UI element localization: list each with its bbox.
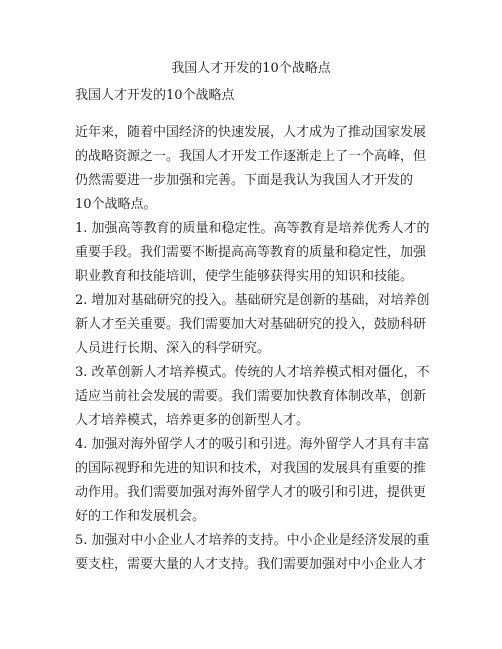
paragraph-point-4 — [75, 433, 431, 529]
paragraph-point-1 — [75, 217, 431, 289]
paragraph-line: 2. 增加对基础研究的投入。基础研究是创新的基础，对培养创 — [75, 293, 430, 308]
document-subtitle: 我国人才开发的10个战略点 — [75, 88, 235, 103]
paragraph-line: 仍然需要进一步加强和完善。下面是我认为我国人才开发的 — [75, 173, 414, 188]
paragraph-point-5 — [75, 529, 431, 577]
paragraph-line: 4. 加强对海外留学人才的吸引和引进。海外留学人才具有丰富 — [75, 437, 430, 452]
paragraph-line: 要支柱，需要大量的人才支持。我们需要加强对中小企业人才 — [75, 557, 427, 572]
paragraph-line: 近年来，随着中国经济的快速发展，人才成为了推动国家发展 — [75, 125, 427, 140]
paragraph-line: 重要手段。我们需要不断提高高等教育的质量和稳定性，加强 — [75, 245, 427, 260]
paragraph-line: 新人才至关重要。我们需要加大对基础研究的投入，鼓励科研 — [75, 317, 427, 332]
paragraph-line: 人员进行长期、深入的科学研究。 — [75, 341, 271, 356]
paragraph-line: 职业教育和技能培训，使学生能够获得实用的知识和技能。 — [75, 269, 414, 284]
document-title: 我国人才开发的10个战略点 — [171, 61, 331, 76]
paragraph-line: 动作用。我们需要加强对海外留学人才的吸引和引进，提供更 — [75, 485, 427, 500]
paragraph-point-2 — [75, 289, 431, 361]
paragraph-point-3 — [75, 361, 431, 433]
paragraph-line: 5. 加强对中小企业人才培养的支持。中小企业是经济发展的重 — [75, 533, 430, 548]
paragraph-line: 的国际视野和先进的知识和技术，对我国的发展具有重要的推 — [75, 461, 427, 476]
paragraph-line: 适应当前社会发展的需要。我们需要加快教育体制改革，创新 — [75, 389, 427, 404]
paragraph-intro — [75, 121, 431, 217]
paragraph-line: 人才培养模式，培养更多的创新型人才。 — [75, 413, 310, 428]
paragraph-line: 的战略资源之一。我国人才开发工作逐渐走上了一个高峰，但 — [75, 149, 427, 164]
paragraph-line: 好的工作和发展机会。 — [75, 509, 206, 524]
paragraph-line: 3. 改革创新人才培养模式。传统的人才培养模式相对僵化，不 — [75, 365, 430, 380]
paragraph-line: 10个战略点。 — [75, 197, 157, 212]
paragraph-line: 1. 加强高等教育的质量和稳定性。高等教育是培养优秀人才的 — [75, 221, 430, 236]
